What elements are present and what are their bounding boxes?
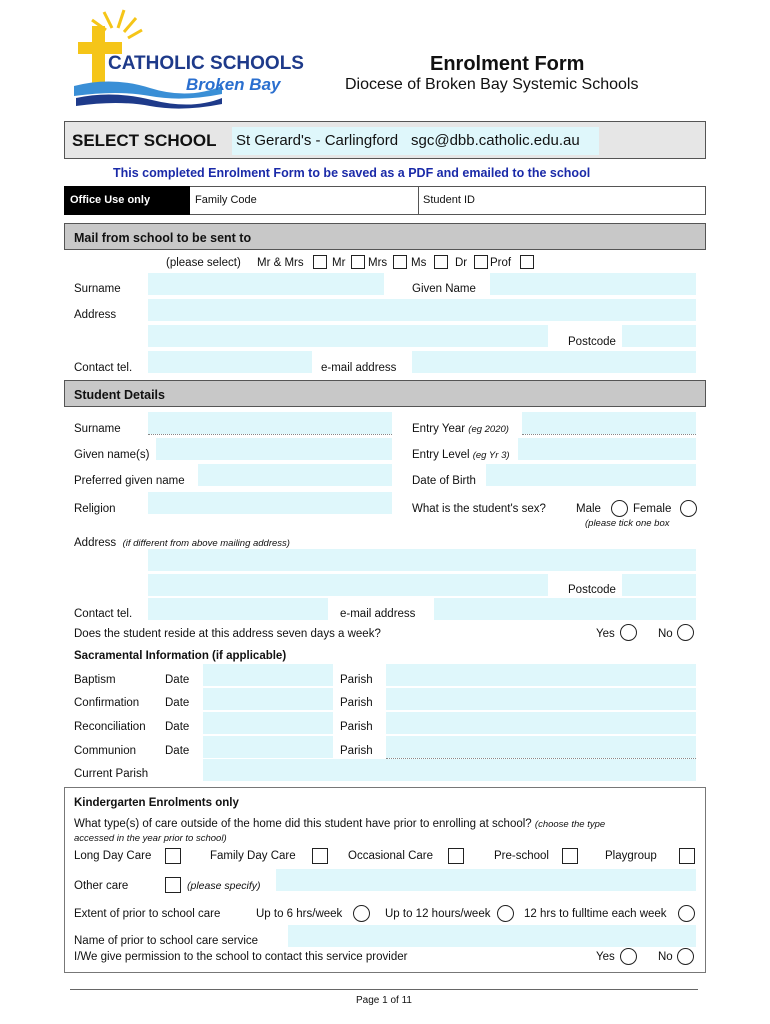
other-care-label: Other care [74,880,129,892]
extent-fulltime-label: 12 hrs to fulltime each week [524,908,667,920]
entry-level-eg: (eg Yr 3) [472,450,510,461]
sacrament-date-label: Date [165,674,190,686]
mail-given-name-input[interactable] [490,273,696,295]
student-address-label [74,538,290,550]
current-parish-label: Current Parish [74,768,149,780]
student-contact-tel-input[interactable] [148,598,328,620]
sacrament-parish-label: Parish [340,745,373,757]
service-name-input[interactable] [288,925,696,947]
student-heading: Student Details [74,388,165,402]
kinder-heading: Kindergarten Enrolments only [74,797,239,809]
confirmation-parish-input[interactable] [386,688,696,710]
student-surname-label: Surname [74,423,121,435]
tick-one-note: (please tick one box [585,518,670,529]
religion-label: Religion [74,503,116,515]
entry-year-eg: (eg 2020) [468,424,509,435]
reside-no-label: No [658,628,673,640]
extent-label: Extent of prior to school care [74,908,221,920]
title-mr-mrs-checkbox[interactable] [313,255,327,269]
entry-year-text: Entry Year [412,423,466,435]
reside-no-radio[interactable] [677,624,694,641]
sacrament-label: Reconciliation [74,721,146,733]
student-section-header [64,380,706,407]
reconciliation-parish-input[interactable] [386,712,696,734]
mail-address-label: Address [74,309,117,321]
title-dr-label: Dr [455,257,468,269]
dob-input[interactable] [486,464,696,486]
sacrament-parish-label: Parish [340,721,373,733]
care-long-day-checkbox[interactable] [165,848,181,864]
title-dr-checkbox[interactable] [474,255,488,269]
mail-address-line2-input[interactable] [148,325,548,347]
dob-label: Date of Birth [412,475,476,487]
care-preschool-checkbox[interactable] [562,848,578,864]
sacrament-parish-label: Parish [340,674,373,686]
logo [72,6,312,114]
page-number: Page 1 of 11 [356,995,412,1006]
office-divider [418,186,419,215]
permission-yes-radio[interactable] [620,948,637,965]
permission-yes-label: Yes [596,951,615,963]
care-long-day-label: Long Day Care [74,850,152,862]
mail-postcode-input[interactable] [622,325,696,347]
logo-line2: Broken Bay [186,75,281,94]
student-email-input[interactable] [434,598,696,620]
religion-input[interactable] [148,492,392,514]
sex-question: What is the student's sex? [412,503,546,515]
extent-6hrs-radio[interactable] [353,905,370,922]
extent-fulltime-radio[interactable] [678,905,695,922]
please-specify-label: (please specify) [187,880,261,892]
male-label: Male [576,503,601,515]
title-mr-checkbox[interactable] [351,255,365,269]
care-playgroup-label: Playgroup [605,850,657,862]
mail-email-label: e-mail address [321,362,397,374]
extent-12hrs-radio[interactable] [497,905,514,922]
mail-contact-tel-input[interactable] [148,351,312,373]
other-care-input[interactable] [276,869,696,891]
male-radio[interactable] [611,500,628,517]
extent-12hrs-label: Up to 12 hours/week [385,908,491,920]
care-playgroup-checkbox[interactable] [679,848,695,864]
student-surname-dots [148,434,392,435]
select-school-label: SELECT SCHOOL [72,131,217,150]
preferred-name-input[interactable] [198,464,392,486]
mail-section-header [64,223,706,250]
service-name-label: Name of prior to school care service [74,935,259,947]
mail-surname-label: Surname [74,283,121,295]
kinder-question-note1: (choose the type [534,819,606,830]
given-names-label: Given name(s) [74,449,150,461]
student-id-label: Student ID [423,194,475,206]
extent-6hrs-label: Up to 6 hrs/week [256,908,343,920]
student-postcode-label: Postcode [568,584,616,596]
communion-date-input[interactable] [203,736,333,758]
baptism-parish-input[interactable] [386,664,696,686]
current-parish-input[interactable] [203,759,696,781]
entry-year-input[interactable] [522,412,696,434]
title-ms-checkbox[interactable] [434,255,448,269]
title-mrs-checkbox[interactable] [393,255,407,269]
care-family-day-checkbox[interactable] [312,848,328,864]
student-surname-input[interactable] [148,412,392,434]
sacramental-heading: Sacramental Information (if applicable) [74,650,287,662]
reside-yes-radio[interactable] [620,624,637,641]
entry-year-dots [522,434,696,435]
care-occasional-label: Occasional Care [348,850,434,862]
female-radio[interactable] [680,500,697,517]
student-address-note: (if different from above mailing address) [122,538,290,549]
given-names-input[interactable] [156,438,392,460]
notice-text: This completed Enrolment Form to be saved as a PDF and emailed to the school [113,166,591,180]
permission-text: I/We give permission to the school to contact this service provider [74,951,408,963]
student-address-text: Address [74,537,117,549]
kinder-question [74,819,605,831]
page-subtitle: Diocese of Broken Bay Systemic Schools [345,76,639,93]
care-family-day-label: Family Day Care [210,850,296,862]
school-email: sgc@dbb.catholic.edu.au [411,132,580,149]
title-mrs-label: Mrs [368,257,388,269]
title-prof-label: Prof [490,257,512,269]
sacrament-parish-label: Parish [340,697,373,709]
student-email-label: e-mail address [340,608,416,620]
title-prof-checkbox[interactable] [520,255,534,269]
student-contact-tel-label: Contact tel. [74,608,133,620]
mail-postcode-label: Postcode [568,336,616,348]
confirmation-date-input[interactable] [203,688,333,710]
mail-address-line1-input[interactable] [148,299,696,321]
logo-line1: CATHOLIC SCHOOLS [108,53,304,74]
sacrament-label: Confirmation [74,697,140,709]
office-label: Office Use only [70,194,151,206]
permission-no-label: No [658,951,673,963]
please-select-label: (please select) [166,257,241,269]
sacrament-date-label: Date [165,721,190,733]
sacrament-label: Communion [74,745,136,757]
sacrament-date-label: Date [165,697,190,709]
preferred-name-label: Preferred given name [74,475,185,487]
care-preschool-label: Pre-school [494,850,549,862]
reside-yes-label: Yes [596,628,615,640]
other-care-checkbox[interactable] [165,877,181,893]
page-title: Enrolment Form [430,53,585,75]
title-mr-mrs-label: Mr & Mrs [257,257,304,269]
reconciliation-date-input[interactable] [203,712,333,734]
care-occasional-checkbox[interactable] [448,848,464,864]
footer-divider [70,989,698,990]
kinder-question-text: What type(s) of care outside of the home did this student have prior to enrolling at school? [74,818,532,830]
baptism-date-input[interactable] [203,664,333,686]
female-label: Female [633,503,672,515]
mail-heading: Mail from school to be sent to [74,231,252,245]
student-postcode-input[interactable] [622,574,696,596]
family-code-label: Family Code [195,194,257,206]
mail-email-input[interactable] [412,351,696,373]
mail-contact-tel-label: Contact tel. [74,362,133,374]
title-mr-label: Mr [332,257,346,269]
mail-given-name-label: Given Name [412,283,476,295]
title-ms-label: Ms [411,257,427,269]
sacrament-label: Baptism [74,674,116,686]
communion-parish-input[interactable] [386,736,696,758]
entry-level-label [412,450,510,462]
student-address-line1-input[interactable] [148,549,696,571]
sacrament-date-label: Date [165,745,190,757]
school-name: St Gerard's - Carlingford [236,132,399,149]
entry-level-text: Entry Level [412,449,470,461]
entry-year-label [412,424,509,436]
permission-no-radio[interactable] [677,948,694,965]
mail-surname-input[interactable] [148,273,384,295]
kinder-question-note2: accessed in the year prior to school) [74,833,227,844]
reside-question: Does the student reside at this address seven days a week? [74,628,381,640]
student-address-line2-input[interactable] [148,574,548,596]
entry-level-input[interactable] [518,438,696,460]
